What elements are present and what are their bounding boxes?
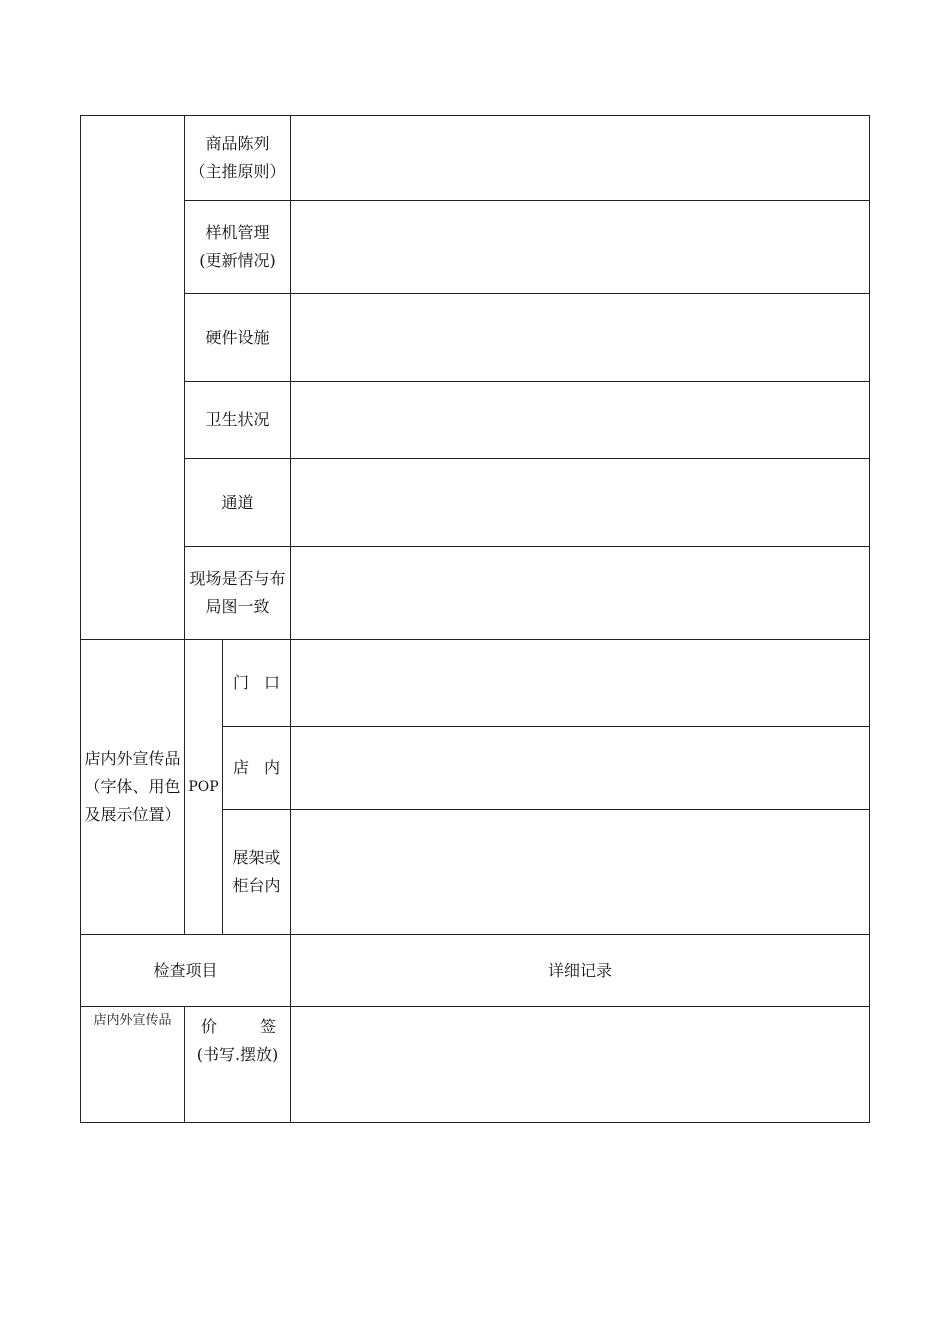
label-instore [223,727,290,809]
label-price-category [81,1010,184,1032]
label-promo-line2: （字体、用色 [84,777,181,796]
label-rack-line1: 展架或 [232,848,281,867]
detail-layout-match[interactable] [291,547,869,639]
label-entrance-left: 门 [233,673,250,692]
label-instore-left: 店 [233,758,250,777]
label-hygiene-text: 卫生状况 [205,410,270,429]
header-detail-record-text: 详细记录 [547,960,612,980]
header-detail-record [291,935,869,1006]
inspection-table [80,115,870,1123]
label-price-line2: (书写.摆放) [196,1045,279,1064]
label-entrance-right: 口 [263,673,280,692]
label-price-left: 价 [201,1017,218,1036]
label-pop-text: POP [188,779,219,795]
label-price-category-text: 店内外宣传品 [93,1013,172,1028]
detail-price-tag[interactable] [291,1007,869,1122]
label-rack-counter [223,810,290,934]
detail-product-display[interactable] [291,116,869,200]
label-promo-line1: 店内外宣传品 [84,749,181,768]
label-sample-management [185,201,290,293]
label-hardware-text: 硬件设施 [205,327,270,347]
label-layout-match-line1: 现场是否与布 [189,569,286,588]
detail-entrance[interactable] [291,640,869,726]
label-sample-management-line2: (更新情况) [199,251,276,270]
table-border-right [869,115,870,1123]
detail-rack-counter[interactable] [291,810,869,934]
detail-instore[interactable] [291,727,869,809]
label-hygiene [185,382,290,458]
label-instore-right: 内 [263,758,280,777]
label-pop [185,640,222,934]
label-price-right: 签 [259,1017,276,1036]
label-aisle [185,459,290,546]
label-promo-line3: 及展示位置） [84,805,181,824]
label-product-display-line2: （主推原则） [189,162,286,181]
label-hardware [185,294,290,381]
detail-aisle[interactable] [291,459,869,546]
label-sample-management-line1: 样机管理 [205,223,270,242]
label-product-display-line1: 商品陈列 [205,134,270,153]
label-price-tag [185,1013,290,1069]
label-layout-match-line2: 局图一致 [205,597,270,616]
label-promo-materials [81,640,184,934]
label-aisle-text: 通道 [221,492,254,512]
detail-sample-management[interactable] [291,201,869,293]
detail-hygiene[interactable] [291,382,869,458]
label-layout-match [185,547,290,639]
table-border-bottom [80,1122,870,1123]
label-rack-line2: 柜台内 [232,876,281,895]
header-check-item-text: 检查项目 [153,960,218,980]
label-entrance [223,640,290,726]
header-check-item [81,935,290,1006]
label-product-display [185,116,290,200]
detail-hardware[interactable] [291,294,869,381]
